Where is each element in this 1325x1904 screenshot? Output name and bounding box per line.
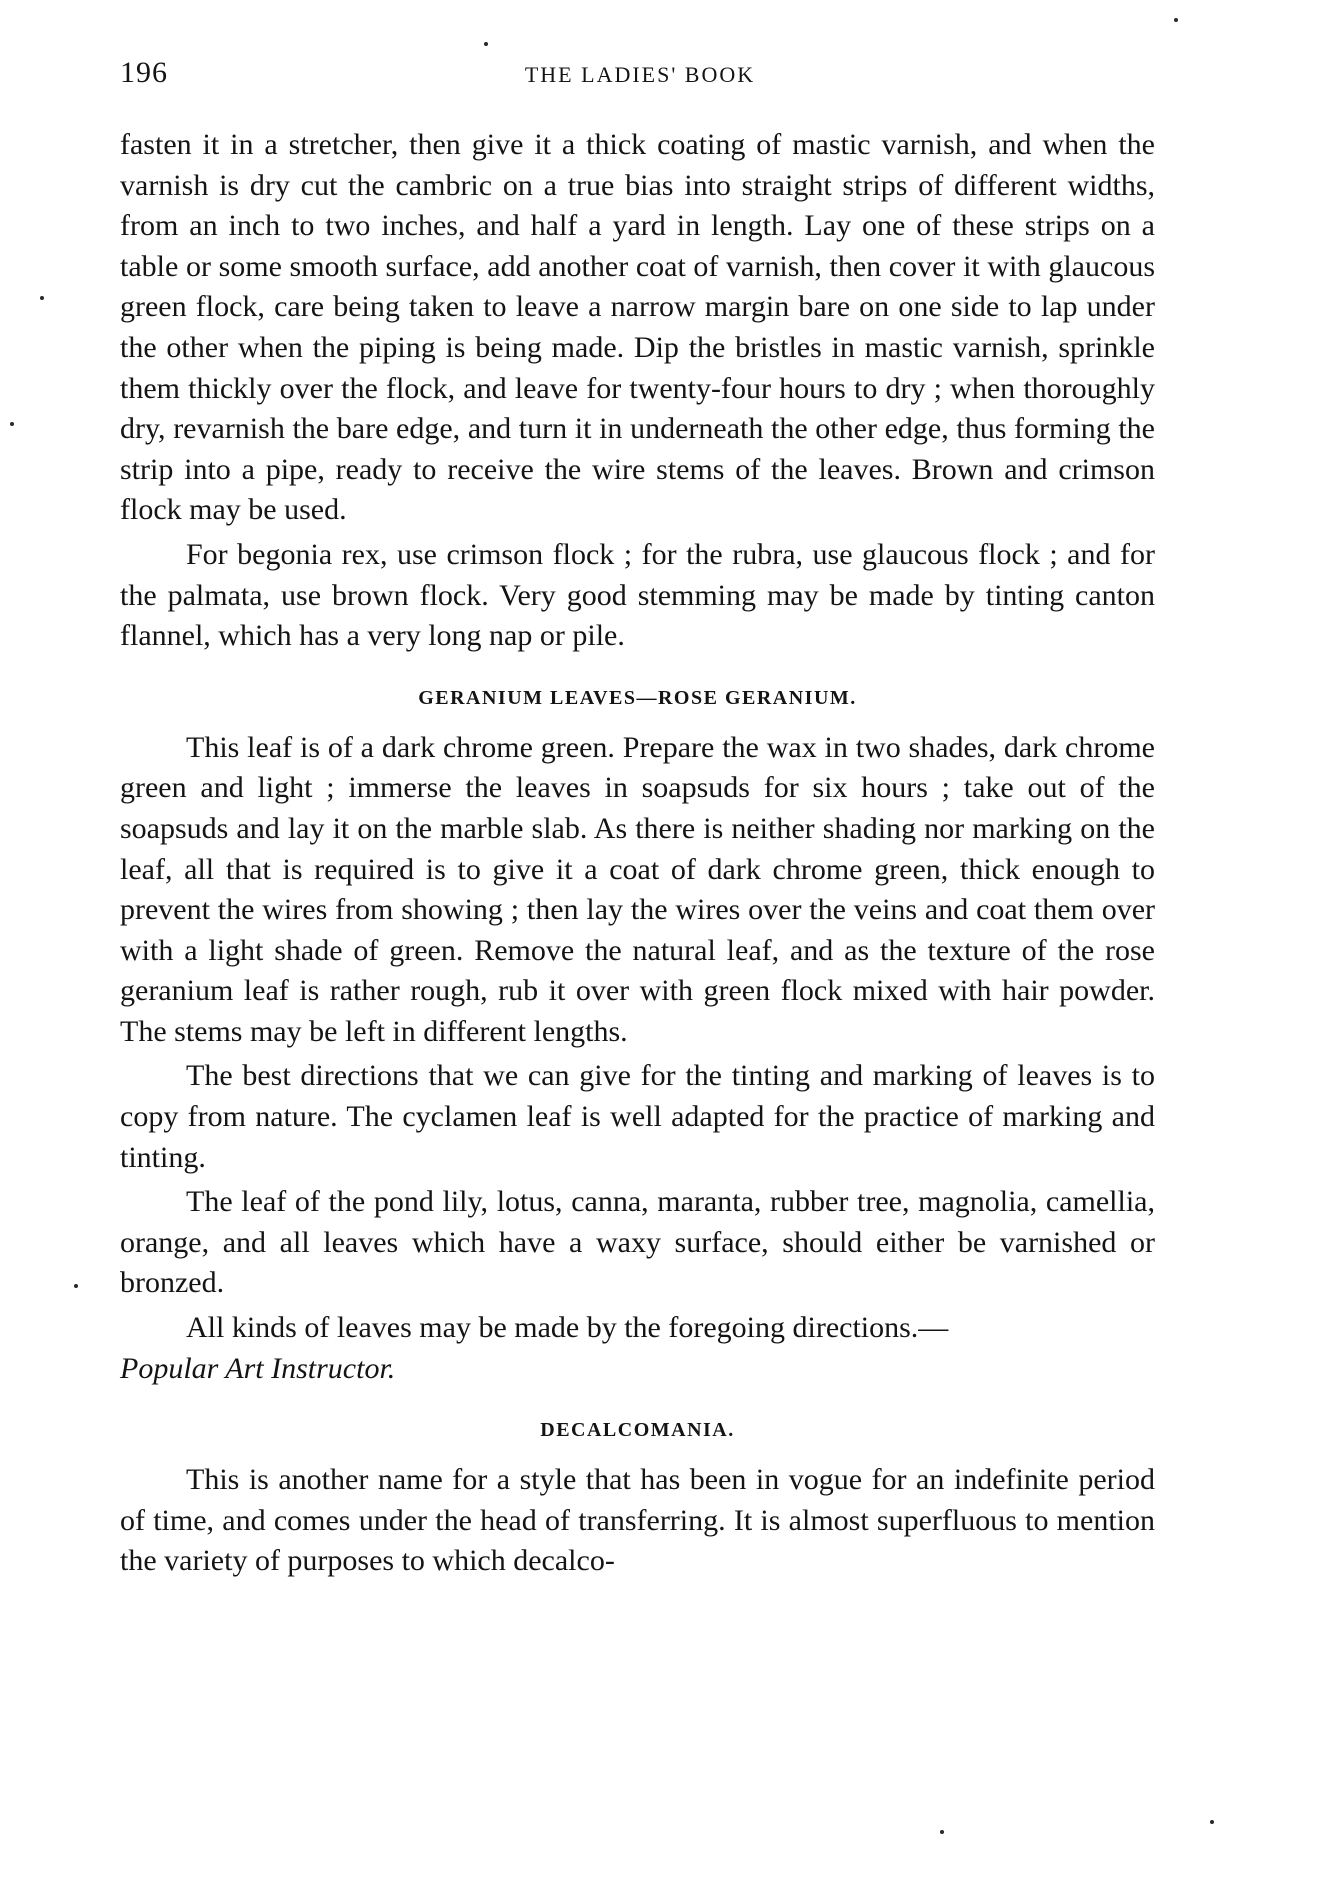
paragraph-begonia: For begonia rex, use crimson flock ; for the rubra, use glaucous flock ; and for the palmata, use brown flock. Very good stemming may be made by tinting canton flannel, which has a very long nap or pile. (120, 537, 1155, 653)
paragraph-decalcomania: This is another name for a style that has been in vogue for an indefinite period of time, and comes under the head of transferring. It is almost superfluous to mention the variety of purposes to which decalco- (120, 1463, 1155, 1578)
section-heading-decalcomania: DECALCOMANIA. (540, 1419, 735, 1442)
source-attribution: Popular Art Instructor. (120, 1351, 396, 1385)
page-number: 196 (120, 56, 168, 89)
page-body (120, 125, 1155, 1582)
scan-speck (940, 1830, 944, 1834)
scan-speck (1174, 18, 1178, 22)
paragraph-all-kinds (120, 1308, 1155, 1389)
paragraph-geranium-leaf: This leaf is of a dark chrome green. Prepare the wax in two shades, dark chrome green and light ; immerse the leaves in soapsuds for six hours ; take out of the soapsuds and lay it on the marble slab. As there is neither shading nor marking on the leaf, all that is required is to give it a coat of dark chrome green, thick enough to prevent the wires from showing ; then lay the wires over the veins and coat them over with a light shade of green. Remove the natural leaf, and as the texture of the rose geranium leaf is rather rough, rub it over with green flock mixed with hair powder. The stems may be left in different lengths. (120, 730, 1155, 1048)
paragraph-best-directions: The best directions that we can give for the tinting and marking of leaves is to copy from nature. The cyclamen leaf is well adapted for the practice of marking and tinting. (120, 1059, 1155, 1174)
scan-speck (74, 1284, 78, 1288)
scan-speck (40, 296, 44, 300)
running-title: THE LADIES' BOOK (524, 62, 756, 87)
running-header (120, 56, 1160, 96)
section-heading-geranium: GERANIUM LEAVES—ROSE GERANIUM. (418, 686, 857, 709)
paragraph-waxy-leaves: The leaf of the pond lily, lotus, canna, maranta, rubber tree, magnolia, camellia, orange, and all leaves which have a waxy surface, should either be varnished or bronzed. (120, 1185, 1155, 1300)
paragraph-continued: fasten it in a stretcher, then give it a thick coating of mastic varnish, and when the varnish is dry cut the cambric on a true bias into straight strips of different widths, from an inch to two inches, and half a yard in length. Lay one of these strips on a table or some smooth surface, add another coat of varnish, then cover it with glaucous green flock, care being taken to leave a narrow margin bare on one side to lap under the other when the piping is being made. Dip the bristles in mastic varnish, sprinkle them thickly over the flock, and leave for twenty-four hours to dry ; when thoroughly dry, revarnish the bare edge, and turn it in underneath the other edge, thus forming the strip into a pipe, ready to receive the wire stems of the leaves. Brown and crimson flock may be used. (120, 128, 1155, 527)
scan-speck (1210, 1820, 1214, 1824)
scan-speck (10, 422, 14, 426)
scan-speck (484, 42, 488, 46)
paragraph-all-kinds-text: All kinds of leaves may be made by the foregoing directions.— (186, 1311, 949, 1345)
